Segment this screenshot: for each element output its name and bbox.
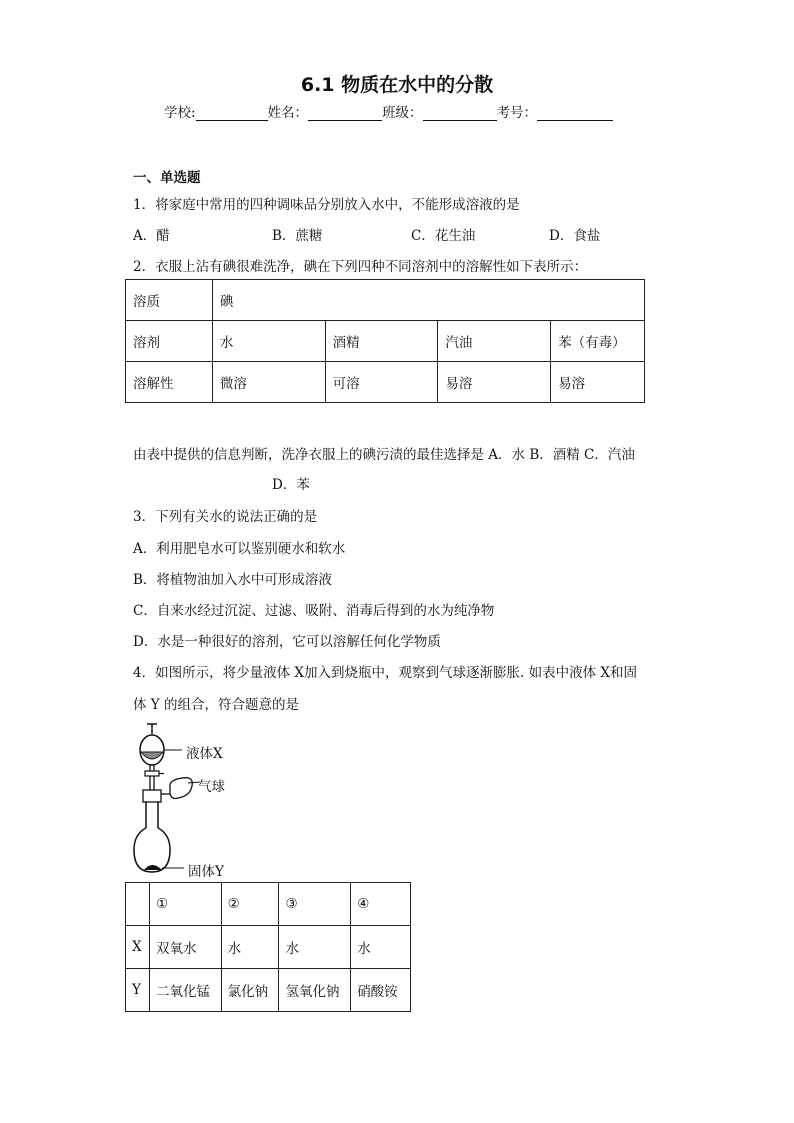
table-cell: 碘 (212, 280, 644, 321)
q3-option-c: C．自来水经过沉淀、过滤、吸附、消毒后得到的水为纯净物 (133, 603, 495, 619)
q3-stem: 3．下列有关水的说法正确的是 (133, 509, 318, 525)
table-cell: 微溶 (212, 362, 325, 403)
table-cell: 氯化钠 (221, 969, 279, 1012)
table-cell: 汽油 (438, 321, 551, 362)
table-cell: 水 (279, 926, 351, 969)
table-cell: 溶质 (126, 280, 213, 321)
school-blank[interactable] (196, 106, 268, 121)
table-cell: 双氧水 (149, 926, 221, 969)
table-row (126, 321, 645, 362)
table-cell: 易溶 (438, 362, 551, 403)
q1-option-b: B．蔗糖 (272, 228, 323, 244)
table-cell: ③ (279, 883, 351, 926)
table-cell: 二氧化锰 (149, 969, 221, 1012)
figure-label-balloon: 气球 (198, 779, 225, 795)
table-row (126, 280, 645, 321)
number-label: 考号： (496, 105, 538, 121)
q2-follow: 由表中提供的信息判断，洗净衣服上的碘污渍的最佳选择是 A．水 B．酒精 C．汽油 (133, 447, 635, 463)
q3-option-b: B．将植物油加入水中可形成溶液 (133, 572, 332, 588)
table-cell: 氢氧化钠 (279, 969, 351, 1012)
student-info (164, 101, 613, 121)
table-cell: 水 (212, 321, 325, 362)
table-cell: 溶剂 (126, 321, 213, 362)
table-cell: ② (221, 883, 279, 926)
table-row (126, 969, 411, 1012)
q1-option-d: D．食盐 (549, 228, 601, 244)
table-cell: 硝酸铵 (351, 969, 411, 1012)
table-cell: ① (149, 883, 221, 926)
page-title: 6.1 物质在水中的分散 (300, 74, 494, 96)
table-cell: 酒精 (325, 321, 438, 362)
figure-label-solid-y: 固体Y (188, 864, 224, 880)
table-cell: ④ (351, 883, 411, 926)
table-cell: 溶解性 (126, 362, 213, 403)
section-heading: 一、单选题 (133, 170, 201, 186)
table-cell: X (126, 926, 150, 969)
q1-stem: 1．将家庭中常用的四种调味品分别放入水中，不能形成溶液的是 (133, 197, 520, 213)
school-label: 学校: (164, 105, 196, 121)
q3-option-a: A．利用肥皂水可以鉴别硬水和软水 (133, 541, 346, 557)
q1-option-a: A．醋 (133, 228, 170, 244)
class-blank[interactable] (423, 106, 497, 121)
q2-stem: 2．衣服上沾有碘很难洗净，碘在下列四种不同溶剂中的溶解性如下表所示： (133, 259, 588, 275)
table-cell: 水 (221, 926, 279, 969)
table-cell: 易溶 (551, 362, 645, 403)
table-row (126, 883, 411, 926)
q3-option-d: D．水是一种很好的溶剂，它可以溶解任何化学物质 (133, 634, 441, 650)
table-cell: 苯（有毒） (551, 321, 645, 362)
class-label: 班级： (382, 105, 423, 121)
table-cell (126, 883, 150, 926)
table-row (126, 926, 411, 969)
table-cell: 水 (351, 926, 411, 969)
name-label: 姓名： (267, 105, 309, 121)
number-blank[interactable] (537, 106, 613, 121)
table-cell: Y (126, 969, 150, 1012)
iodine-solubility-table (125, 279, 645, 403)
name-blank[interactable] (308, 106, 382, 121)
combination-table (125, 882, 411, 1012)
table-row (126, 362, 645, 403)
q1-option-c: C．花生油 (411, 228, 476, 244)
table-cell: 可溶 (325, 362, 438, 403)
q2-follow-option-d: D．苯 (272, 477, 310, 493)
q4-stem-line2: 体 Y 的组合，符合题意的是 (133, 697, 299, 713)
figure-label-liquid-x: 液体X (186, 746, 223, 762)
q4-stem-line1: 4．如图所示，将少量液体 X加入到烧瓶中，观察到气球逐渐膨胀. 如表中液体 X和固 (133, 665, 637, 681)
